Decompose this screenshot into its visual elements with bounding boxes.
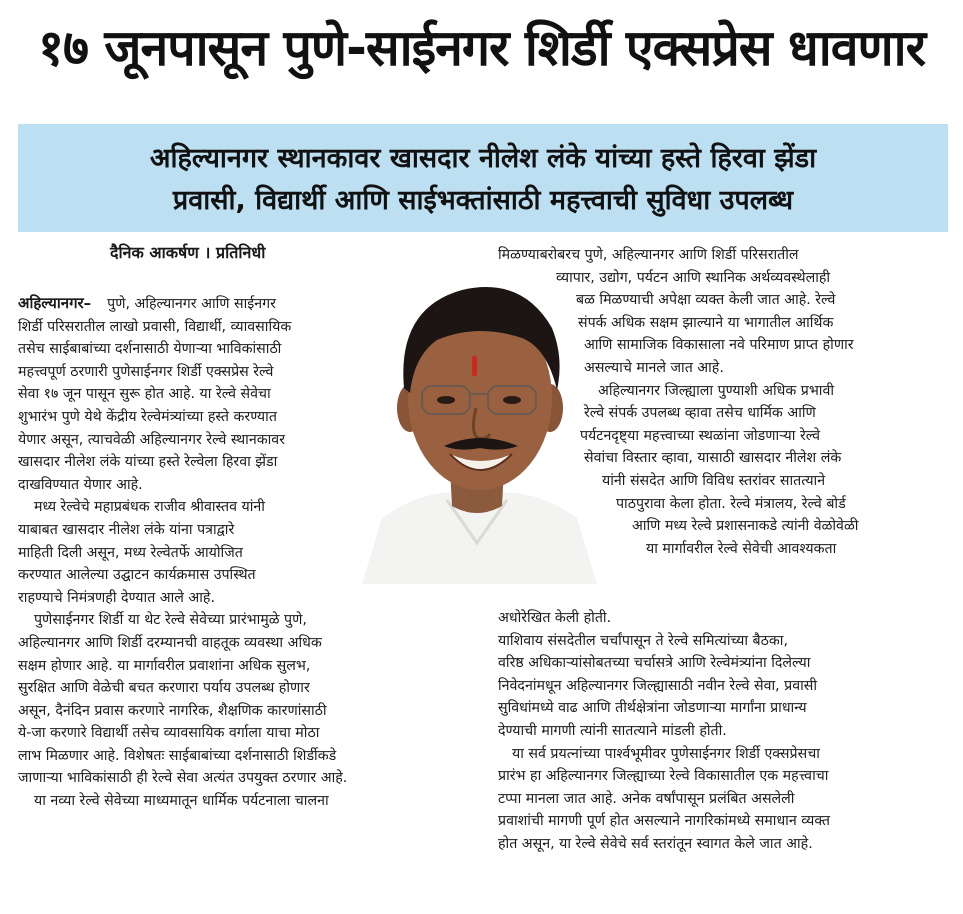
paragraph-line: राहण्याचे निमंत्रणही देण्यात आले आहे. (18, 589, 215, 606)
paragraph-line: खासदार नीलेश लंके यांच्या हस्ते रेल्वेला हिरवा झेंडा (18, 454, 278, 471)
paragraph-line: करण्यात आलेल्या उद्घाटन कार्यक्रमास उपस्थित (18, 567, 256, 584)
paragraph-line: लाभ मिळणार आहे. विशेषतः साईबाबांच्या दर्शनासाठी शिर्डीकडे (18, 747, 337, 764)
paragraph-line: पर्यटनदृष्ट्या महत्त्वाच्या स्थळांना जोडणाऱ्या रेल्वे (580, 427, 821, 444)
headline: १७ जूनपासून पुणे-साईनगर शिर्डी एक्सप्रेस धावणार (37, 19, 926, 77)
paragraph-line: दाखविण्यात येणार आहे. (18, 476, 143, 493)
right-column-bottom (498, 607, 830, 856)
paragraph-line: बळ मिळण्याची अपेक्षा व्यक्त केली जात आहे. रेल्वे (576, 292, 836, 309)
paragraph-line: याबाबत खासदार नीलेश लंके यांना पत्राद्वारे (18, 521, 235, 538)
paragraph-line: सुरक्षित आणि वेळेची बचत करणारा पर्याय उपलब्ध होणार (18, 680, 310, 697)
paragraph-line: सक्षम होणार आहे. या मार्गावरील प्रवाशांना अधिक सुलभ, (18, 657, 311, 674)
subheadline-1: अहिल्यानगर स्थानकावर खासदार नीलेश लंके यांच्या हस्ते हिरवा झेंडा (149, 143, 817, 174)
subheadline-box (18, 124, 948, 232)
paragraph-line: अहिल्यानगर आणि शिर्डी दरम्यानची वाहतूक व्यवस्था अधिक (18, 634, 322, 651)
paragraph-line: माहिती दिली असून, मध्य रेल्वेतर्फे आयोजित (18, 544, 243, 561)
paragraph-line: पुणे, अहिल्यानगर आणि साईनगर (107, 296, 276, 312)
paragraph-line: असून, दैनंदिन प्रवास करणारे नागरिक, शैक्षणिक कारणांसाठी (18, 702, 327, 719)
paragraph-line: सुविधांमध्ये वाढ आणि तीर्थक्षेत्रांना जोडणाऱ्या मार्गांना प्राधान्य (498, 700, 807, 717)
paragraph-line: आणि मध्य रेल्वे प्रशासनाकडे त्यांनी वेळोवेळी (632, 518, 859, 535)
paragraph-line: सेवांचा विस्तार व्हावा, यासाठी खासदार नीलेश लंके (584, 450, 842, 467)
paragraph-line: होत असून, या रेल्वे सेवेचे सर्व स्तरांतून स्वागत केले जात आहे. (498, 835, 813, 852)
right-column-top (498, 244, 858, 560)
paragraph-line: पाठपुरावा केला होता. रेल्वे मंत्रालय, रेल्वे बोर्ड (616, 495, 846, 512)
paragraph-line: अहिल्यानगर जिल्ह्याला पुण्याशी अधिक प्रभावी (598, 382, 835, 399)
paragraph-line: प्रारंभ हा अहिल्यानगर जिल्ह्याच्या रेल्वे विकासातील एक महत्त्वाचा (498, 768, 829, 785)
paragraph-line: पुणेसाईनगर शिर्डी या थेट रेल्वे सेवेच्या प्रारंभामुळे पुणे, (34, 612, 307, 629)
paragraph-line: सेवा १७ जून पासून सुरू होत आहे. या रेल्वे सेवेचा (18, 386, 271, 403)
paragraph-line: निवेदनांमधून अहिल्यानगर जिल्ह्यासाठी नवीन रेल्वे सेवा, प्रवासी (498, 677, 818, 694)
paragraph-line: तसेच साईबाबांच्या दर्शनासाठी येणाऱ्या भाविकांसाठी (18, 341, 282, 358)
paragraph-line: या मार्गावरील रेल्वे सेवेची आवश्यकता (646, 540, 837, 557)
paragraph-line: प्रवाशांची मागणी पूर्ण होत असल्याने नागरिकांमध्ये समाधान व्यक्त (498, 813, 831, 830)
paragraph-line: रेल्वे संपर्क उपलब्ध व्हावा तसेच धार्मिक आणि (584, 405, 816, 422)
paragraph-line: टप्पा मानला जात आहे. अनेक वर्षांपासून प्रलंबित असलेली (498, 790, 795, 807)
paragraph-line: संपर्क अधिक सक्षम झाल्याने या भागातील आर्थिक (578, 314, 834, 331)
paragraph-line: या नव्या रेल्वे सेवेच्या माध्यमातून धार्मिक पर्यटनाला चालना (34, 793, 329, 810)
paragraph-line: ये-जा करणारे विद्यार्थी तसेच व्यावसायिक वर्गाला याचा मोठा (18, 725, 320, 742)
paragraph-line: महत्त्वपूर्ण ठरणारी पुणेसाईनगर शिर्डी एक्सप्रेस रेल्वे (18, 363, 274, 380)
subheadline-2: प्रवासी, विद्यार्थी आणि साईभक्तांसाठी महत्त्वाची सुविधा उपलब्ध (172, 185, 794, 216)
paragraph-line: असल्याचे मानले जात आहे. (584, 359, 724, 376)
paragraph-line: देण्याची मागणी त्यांनी सातत्याने मांडली होती. (498, 722, 727, 739)
paragraph-line: याशिवाय संसदेतील चर्चांपासून ते रेल्वे समित्यांच्या बैठका, (498, 632, 788, 649)
paragraph-line: व्यापार, उद्योग, पर्यटन आणि स्थानिक अर्थव्यवस्थेलाही (556, 269, 831, 286)
paragraph-line: येणार असून, त्याचवेळी अहिल्यानगर रेल्वे स्थानकावर (18, 431, 285, 448)
paragraph-line: शिर्डी परिसरातील लाखो प्रवासी, विद्यार्थी, व्यावसायिक (18, 318, 292, 335)
paragraph-line: आणि सामाजिक विकासाला नवे परिमाण प्राप्त होणार (584, 337, 854, 354)
byline: दैनिक आकर्षण । प्रतिनिधी (110, 243, 266, 262)
paragraph-line: वरिष्ठ अधिकाऱ्यांसोबतच्या चर्चासत्रे आणि रेल्वेमंत्र्यांना दिलेल्या (498, 655, 811, 672)
paragraph-line: शुभारंभ पुणे येथे केंद्रीय रेल्वेमंत्र्यांच्या हस्ते करण्यात (18, 408, 277, 425)
paragraph-line: या सर्व प्रयत्नांच्या पार्श्वभूमीवर पुणेसाईनगर शिर्डी एक्सप्रेसचा (512, 745, 820, 762)
paragraph-line: जाणाऱ्या भाविकांसाठी ही रेल्वे सेवा अत्यंत उपयुक्त ठरणार आहे. (18, 770, 348, 787)
paragraph-line: मध्य रेल्वेचे महाप्रबंधक राजीव श्रीवास्तव यांनी (34, 499, 265, 516)
paragraph-line: मिळण्याबरोबरच पुणे, अहिल्यानगर आणि शिर्डी परिसरातील (498, 247, 799, 263)
paragraph-line: अधोरेखित केली होती. (498, 610, 612, 626)
left-column (18, 292, 347, 813)
dateline: अहिल्यानगर– (18, 294, 92, 312)
paragraph-line: यांनी संसदेत आणि विविध स्तरांवर सातत्याने (602, 472, 826, 489)
